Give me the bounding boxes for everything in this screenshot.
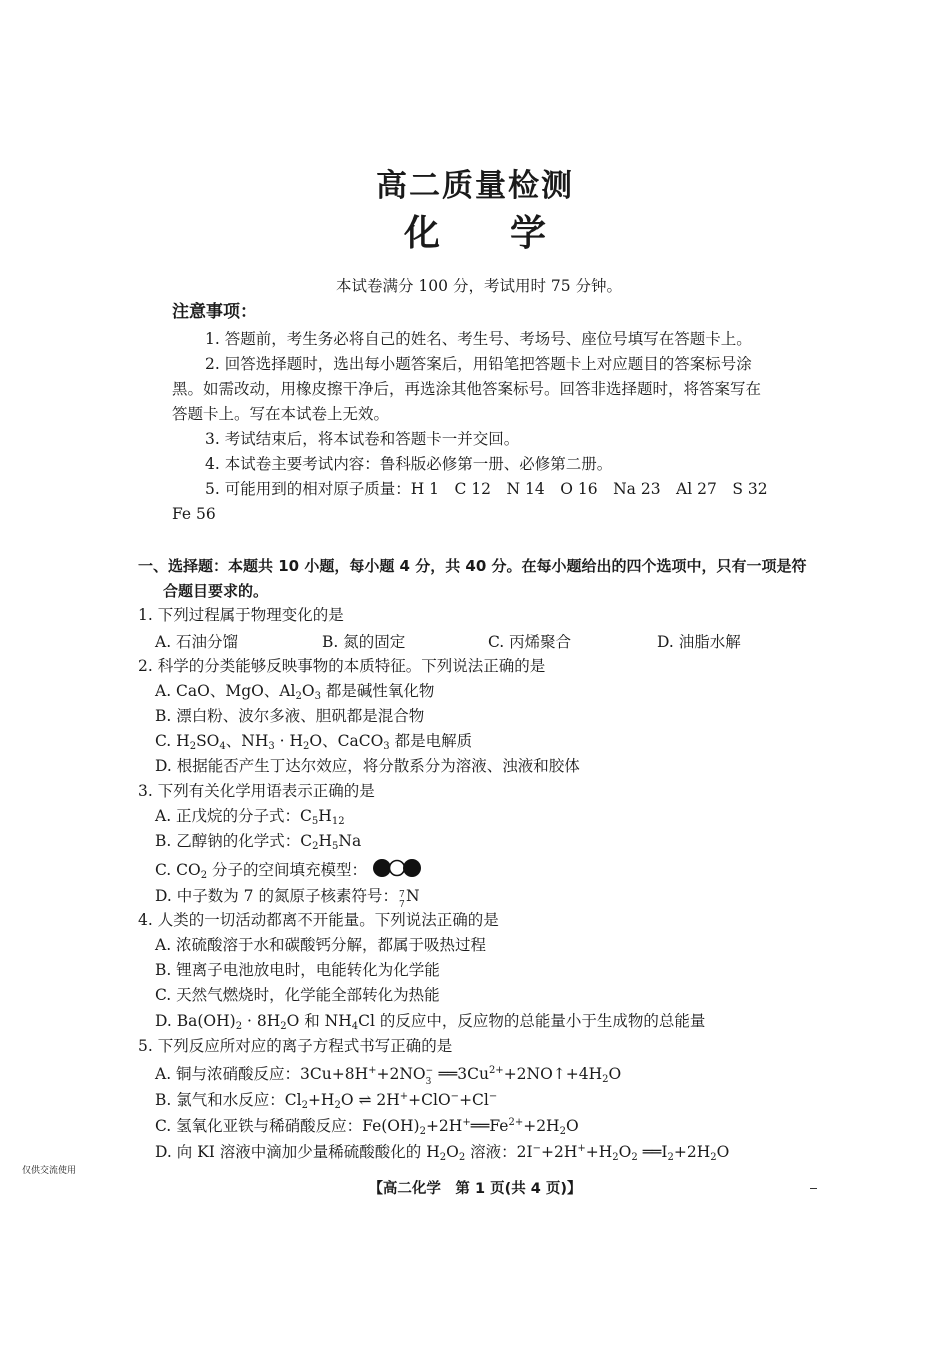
q4-d-text: O 和 NH: [286, 1012, 352, 1030]
q5-b-text: +ClO: [408, 1091, 451, 1109]
q5-d-text: +2H: [541, 1143, 578, 1161]
q2-stem: 2. 科学的分类能够反映事物的本质特征。下列说法正确的是: [138, 657, 546, 675]
q4-d-sub: 2: [235, 1021, 243, 1032]
q2-a-text: 都是碱性氧化物: [320, 682, 435, 700]
q5-d-sup: +: [577, 1143, 586, 1154]
q3-a-text: H: [318, 807, 332, 825]
q3-c-text: C. CO: [155, 861, 201, 879]
q5-c-text: ══Fe: [470, 1117, 509, 1135]
q5-d-sup: −: [532, 1143, 542, 1154]
q5-a-sup: −: [425, 1066, 434, 1076]
q4-option-c: C. 天然气燃烧时，化学能全部转化为热能: [155, 986, 440, 1004]
q3-option-a: [155, 806, 345, 832]
q5-d-text: O: [716, 1143, 730, 1161]
q2-c-sub: 3: [383, 741, 390, 752]
q1-option-d: D. 油脂水解: [657, 633, 741, 651]
q2-option-c: [155, 731, 472, 757]
q3-option-d: [155, 885, 420, 910]
notice-line-6: 4. 本试卷主要考试内容：鲁科版必修第一册、必修第二册。: [205, 455, 613, 473]
side-note: 仅供交流使用: [22, 1166, 77, 1176]
q5-a-sub: 2: [602, 1074, 609, 1085]
q5-c-text: C. 氢氧化亚铁与稀硝酸反应：Fe(OH): [155, 1117, 420, 1135]
co2-space-filling-model-icon: [372, 858, 422, 878]
q5-a-sub: 3: [425, 1077, 432, 1087]
q4-d-sub: 4: [351, 1021, 359, 1032]
q5-a-text: +2NO↑+4H: [503, 1065, 603, 1083]
divider-mark: [810, 1188, 817, 1189]
exam-title: 高二质量检测: [376, 168, 574, 204]
q5-c-text: +2H: [523, 1117, 560, 1135]
q1-stem: 1. 下列过程属于物理变化的是: [138, 606, 344, 624]
q4-d-text: D. Ba(OH): [155, 1012, 236, 1030]
q4-option-a: A. 浓硫酸溶于水和碳酸钙分解，都属于吸热过程: [155, 936, 487, 954]
nuclide-atomic-number: 7: [398, 900, 405, 910]
q2-c-text: 、NH: [225, 732, 269, 750]
page-footer: 【高二化学 第 1 页(共 4 页)】: [368, 1181, 582, 1197]
q3-b-sub: 2: [312, 841, 319, 852]
q5-stem: 5. 下列反应所对应的离子方程式书写正确的是: [138, 1037, 453, 1055]
nuclide-mass-number: 7: [398, 890, 405, 900]
notice-line-3: 黑。如需改动，用橡皮擦干净后，再选涂其他答案标号。回答非选择题时，将答案写在: [172, 380, 762, 398]
notice-line-1: 1. 答题前，考生务必将自己的姓名、考生号、考场号、座位号填写在答题卡上。: [205, 330, 752, 348]
q4-option-b: B. 锂离子电池放电时，电能转化为化学能: [155, 961, 440, 979]
q1-option-a: A. 石油分馏: [155, 633, 239, 651]
q5-option-c: [155, 1113, 579, 1142]
q3-option-b: [155, 831, 361, 857]
q5-c-text: +2H: [425, 1117, 463, 1135]
section-heading-line-2: 合题目要求的。: [163, 582, 269, 600]
q3-stem: 3. 下列有关化学用语表示正确的是: [138, 782, 375, 800]
q3-option-c: [155, 858, 422, 886]
q1-option-b: B. 氮的固定: [322, 633, 406, 651]
q2-option-b: B. 漂白粉、波尔多液、胆矾都是混合物: [155, 707, 425, 725]
q5-b-sup: +: [399, 1091, 409, 1102]
notice-line-7: 5. 可能用到的相对原子质量：H 1 C 12 N 14 O 16 Na 23 Al 27 S 32: [205, 480, 768, 498]
q3-b-sub: 5: [332, 841, 339, 852]
q5-c-sub: 2: [419, 1126, 426, 1137]
q5-d-text: O: [618, 1143, 632, 1161]
q5-d-text: O: [446, 1143, 459, 1161]
q4-d-text: · 8H: [242, 1012, 281, 1030]
q5-a-text: A. 铜与浓硝酸反应：3Cu+8H: [155, 1065, 369, 1083]
q3-a-sub: 5: [311, 816, 319, 827]
q2-a-text: O: [301, 682, 315, 700]
q2-option-d: D. 根据能否产生丁达尔效应，将分散系分为溶液、浊液和胶体: [155, 757, 580, 775]
q5-b-sub: 2: [301, 1100, 308, 1111]
q3-c-text: 分子的空间填充模型：: [207, 861, 368, 879]
q5-d-text: +H: [585, 1143, 613, 1161]
notice-line-4: 答题卡上。写在本试卷上无效。: [172, 405, 390, 423]
q5-b-sup: −: [488, 1091, 498, 1102]
q2-c-sub: 2: [303, 741, 310, 752]
q2-c-sub: 2: [189, 741, 197, 752]
nuclide-index: [398, 885, 406, 910]
q3-a-sub: 12: [331, 816, 345, 827]
q5-a-nitrate-index: [425, 1063, 434, 1087]
q1-option-c: C. 丙烯聚合: [488, 633, 572, 651]
q5-b-sub: 2: [334, 1100, 341, 1111]
q5-d-sub: 2: [458, 1152, 466, 1163]
q5-d-sub: 2: [710, 1152, 717, 1163]
notice-line-5: 3. 考试结束后，将本试卷和答题卡一并交回。: [205, 430, 520, 448]
q5-a-text: O: [608, 1065, 622, 1083]
q2-c-sub: 3: [268, 741, 275, 752]
q3-b-text: H: [318, 832, 333, 850]
q3-c-sub: 2: [200, 870, 208, 881]
q4-option-d: [155, 1011, 705, 1037]
q3-b-text: Na: [338, 832, 362, 850]
q2-a-sub: 2: [295, 691, 302, 702]
q2-c-sub: 4: [219, 741, 226, 752]
q5-b-text: +H: [307, 1091, 335, 1109]
q5-d-sub: 2: [631, 1152, 638, 1163]
notice-line-2: 2. 回答选择题时，选出每小题答案后，用铅笔把答题卡上对应题目的答案标号涂: [205, 355, 752, 373]
q2-a-text: A. CaO、MgO、Al: [155, 682, 296, 700]
q5-b-text: +Cl: [459, 1091, 489, 1109]
q5-a-text: ══3Cu: [433, 1065, 489, 1083]
q4-d-sub: 2: [280, 1021, 287, 1032]
q2-c-text: C. H: [155, 732, 190, 750]
q2-option-a: [155, 681, 434, 707]
subject-title: 化学: [403, 213, 616, 254]
q5-option-d: [155, 1139, 729, 1168]
q5-d-sub: 2: [439, 1152, 447, 1163]
q2-c-text: 都是电解质: [389, 732, 473, 750]
q5-a-text: +2NO: [376, 1065, 426, 1083]
q4-stem: 4. 人类的一切活动都离不开能量。下列说法正确的是: [138, 911, 499, 929]
q2-c-text: O、CaCO: [309, 732, 384, 750]
q5-d-text: D. 向 KI 溶液中滴加少量稀硫酸酸化的 H: [155, 1143, 440, 1161]
q5-a-sup: 2+: [488, 1065, 504, 1076]
intro-line: 本试卷满分 100 分，考试用时 75 分钟。: [336, 277, 623, 295]
q4-d-text: Cl 的反应中，反应物的总能量小于生成物的总能量: [358, 1012, 706, 1030]
q2-c-text: · H: [274, 732, 304, 750]
notice-line-8: Fe 56: [172, 505, 216, 523]
q5-c-sup: 2+: [508, 1117, 524, 1128]
q3-d-text: N: [405, 887, 420, 905]
q5-option-a: [155, 1061, 621, 1090]
q3-d-text: D. 中子数为 7 的氮原子核素符号：: [155, 887, 398, 905]
q5-b-text: O ⇌ 2H: [340, 1091, 400, 1109]
section-heading-line-1: 一、选择题：本题共 10 小题，每小题 4 分，共 40 分。在每小题给出的四个选项中，只有一项是符: [138, 557, 807, 575]
q5-d-text: 溶液：2I: [465, 1143, 533, 1161]
q2-c-text: SO: [196, 732, 220, 750]
q5-a-sup: +: [368, 1065, 377, 1076]
notice-heading: 注意事项：: [172, 302, 257, 322]
q5-b-text: B. 氯气和水反应：Cl: [155, 1091, 302, 1109]
q3-a-text: A. 正戊烷的分子式：C: [155, 807, 312, 825]
q3-b-text: B. 乙醇钠的化学式：C: [155, 832, 313, 850]
q5-c-text: O: [565, 1117, 579, 1135]
q5-b-sup: −: [450, 1091, 460, 1102]
q5-d-sub: 2: [667, 1152, 674, 1163]
q5-d-sub: 2: [612, 1152, 619, 1163]
q5-c-sup: +: [462, 1117, 471, 1128]
q5-c-sub: 2: [559, 1126, 566, 1137]
q5-d-text: +2H: [673, 1143, 711, 1161]
q5-d-text: ══I: [637, 1143, 668, 1161]
q5-option-b: [155, 1087, 497, 1116]
q2-a-sub: 3: [314, 691, 321, 702]
